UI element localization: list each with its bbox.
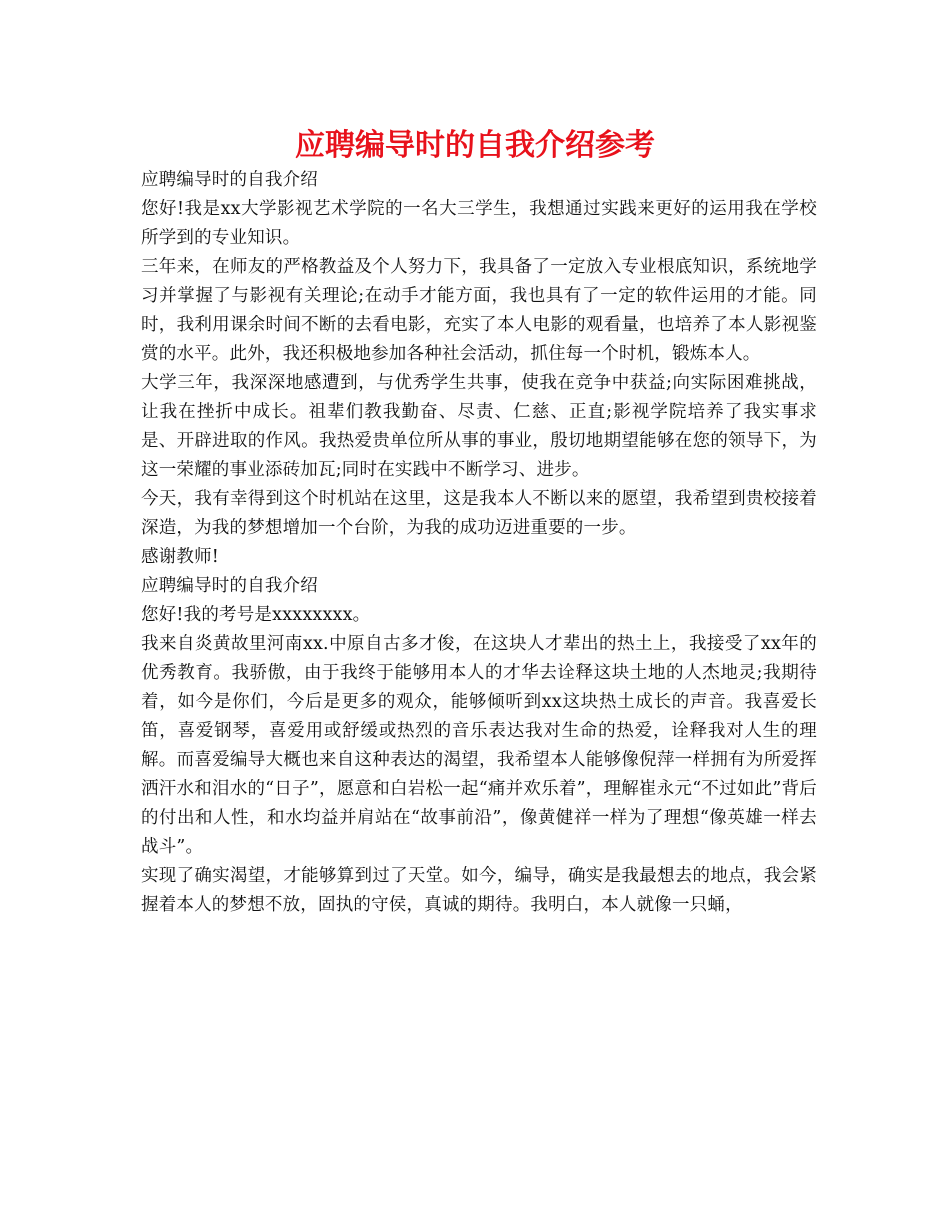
paragraph-thanks: 感谢教师!	[141, 547, 220, 567]
document-body	[141, 166, 817, 920]
paragraph-three-years: 三年来，在师友的严格教益及个人努力下，我具备了一定放入专业根底知识，系统地学习并掌握了与影视有关理论;在动手才能方面，我也具有了一定的软件运用的才能。同时，我利用课余时间不断的去看电影，充实了本人电影的观看量，也培养了本人影视鉴赏的水平。此外，我还积极地参加各种社会活动，抓住每一个时机，锻炼本人。	[141, 257, 817, 364]
page-title: 应聘编导时的自我介绍参考	[295, 128, 655, 163]
paragraph-university: 大学三年，我深深地感遭到，与优秀学生共事，使我在竞争中获益;向实际困难挑战，让我在挫折中成长。祖辈们教我勤奋、尽责、仁慈、正直;影视学院培养了我实事求是、开辟进取的作风。我热爱贵单位所从事的事业，殷切地期望能够在您的领导下，为这一荣耀的事业添砖加瓦;同时在实践中不断学习、进步。	[141, 373, 817, 480]
paragraph-heading-2: 应聘编导时的自我介绍	[141, 576, 318, 596]
paragraph-today: 今天，我有幸得到这个时机站在这里，这是我本人不断以来的愿望，我希望到贵校接着深造，为我的梦想增加一个台阶，为我的成功迈进重要的一步。	[141, 489, 817, 538]
paragraph-greeting-1: 您好!我是xx大学影视艺术学院的一名大三学生，我想通过实践来更好的运用我在学校所学到的专业知识。	[141, 199, 817, 248]
paragraph-greeting-2: 您好!我的考号是xxxxxxxx。	[141, 605, 371, 625]
paragraph-dream: 实现了确实渴望，才能够算到过了天堂。如今，编导，确实是我最想去的地点，我会紧握着本人的梦想不放，固执的守侯，真诚的期待。我明白，本人就像一只蛹，	[141, 866, 817, 915]
paragraph-henan: 我来自炎黄故里河南xx.中原自古多才俊，在这块人才辈出的热土上，我接受了xx年的优秀教育。我骄傲，由于我终于能够用本人的才华去诠释这块土地的人杰地灵;我期待着，如今是你们，今后是更多的观众，能够倾听到xx这块热土成长的声音。我喜爱长笛，喜爱钢琴，喜爱用或舒缓或热烈的音乐表达我对生命的热爱，诠释我对人生的理解。而喜爱编导大概也来自这种表达的渴望，我希望本人能够像倪萍一样拥有为所爱挥洒汗水和泪水的“日子”，愿意和白岩松一起“痛并欢乐着”，理解崔永元“不过如此”背后的付出和人性，和水均益并肩站在“故事前沿”，像黄健祥一样为了理想“像英雄一样去战斗”。	[141, 634, 817, 857]
paragraph-heading-1: 应聘编导时的自我介绍	[141, 170, 318, 190]
